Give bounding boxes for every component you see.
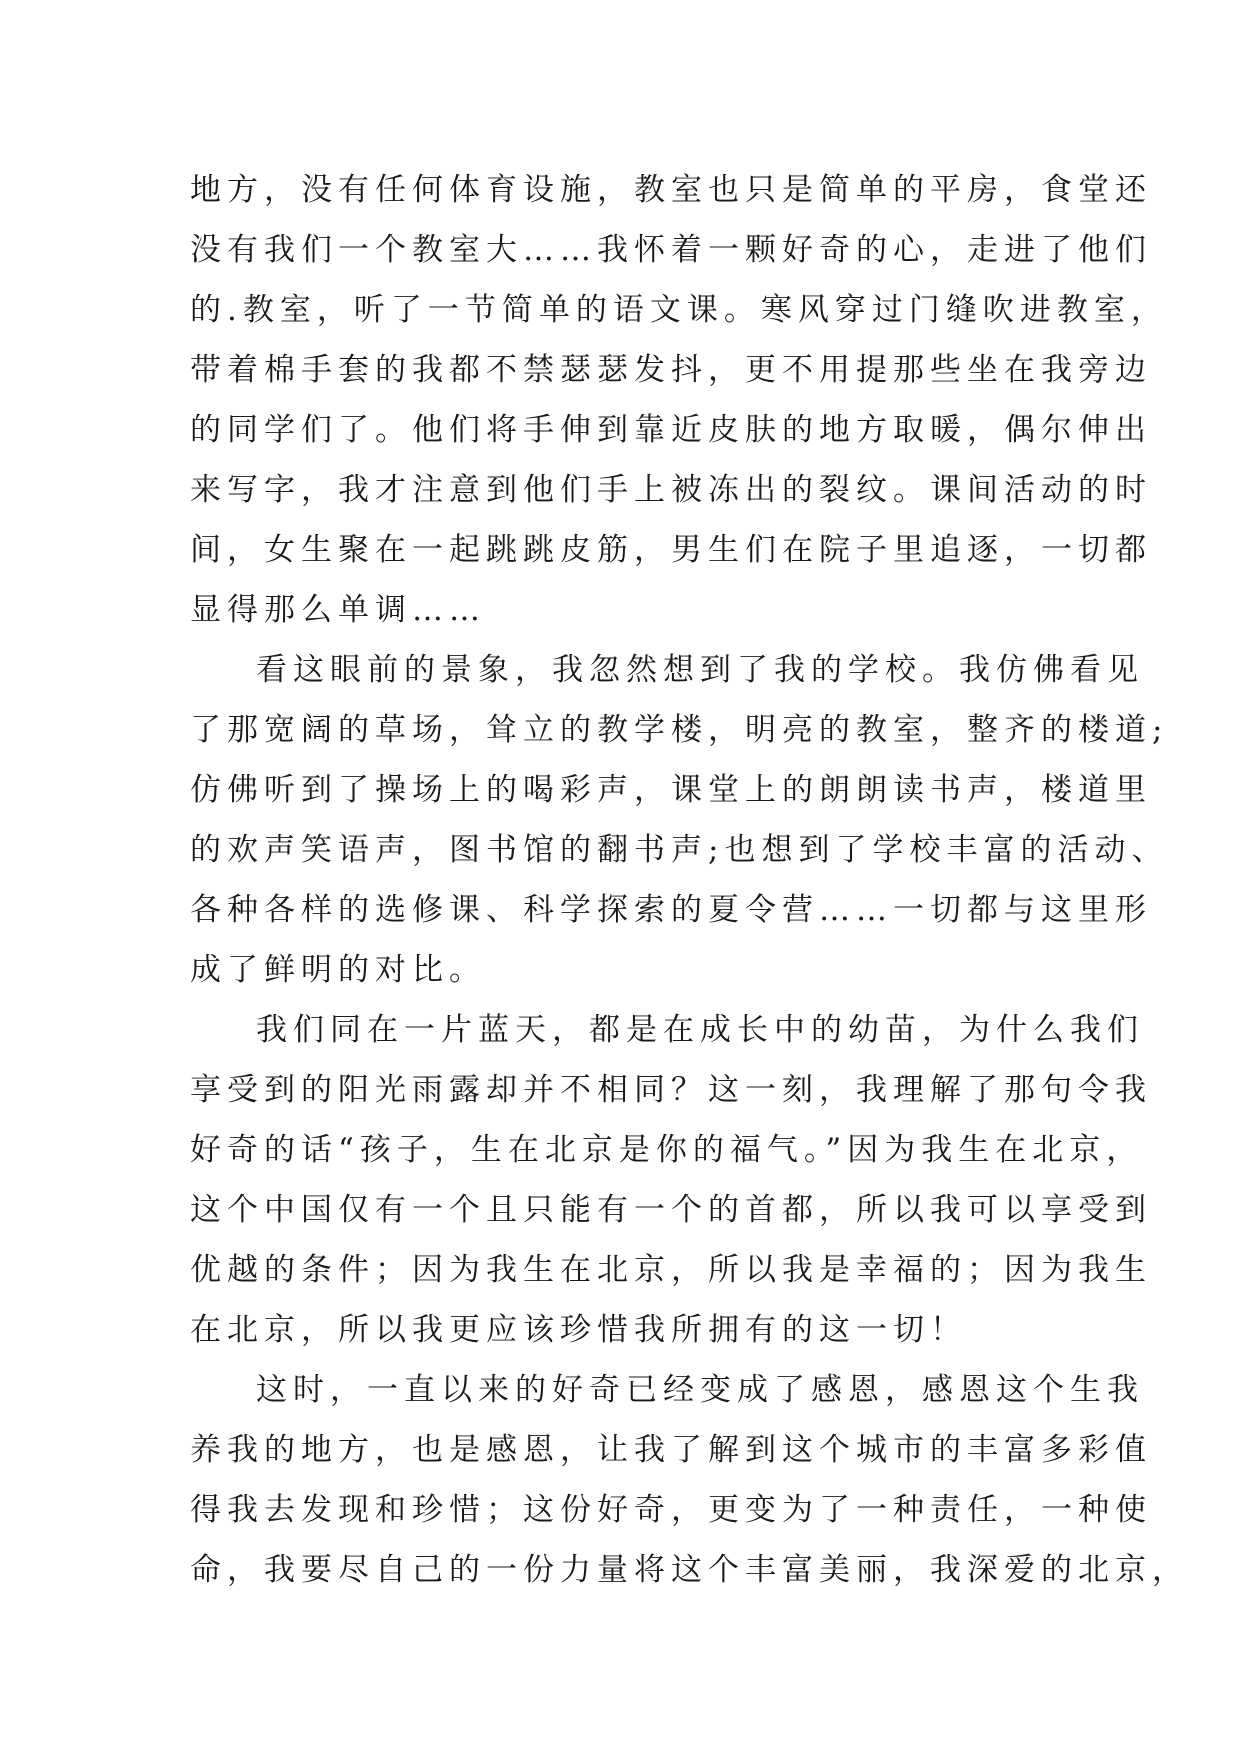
text-line: 的同学们了。他们将手伸到靠近皮肤的地方取暖，偶尔伸出 bbox=[190, 412, 1152, 448]
text-line: 各种各样的选修课、科学探索的夏令营……一切都与这里形 bbox=[190, 892, 1152, 928]
text-line: 好奇的话“孩子，生在北京是你的福气。”因为我生在北京， bbox=[190, 1132, 1144, 1168]
text-line: 得我去发现和珍惜；这份好奇，更变为了一种责任，一种使 bbox=[190, 1492, 1152, 1528]
text-line: 的欢声笑语声，图书馆的翻书声;也想到了学校丰富的活动、 bbox=[190, 832, 1169, 868]
text-line: 显得那么单调…… bbox=[190, 592, 486, 628]
paragraph-4 bbox=[190, 1360, 1189, 1600]
text-line: 这个中国仅有一个且只能有一个的首都，所以我可以享受到 bbox=[190, 1192, 1152, 1228]
text-line: 命，我要尽自己的一份力量将这个丰富美丽，我深爱的北京， bbox=[190, 1552, 1189, 1588]
text-line: 享受到的阳光雨露却并不相同？这一刻，我理解了那句令我 bbox=[190, 1072, 1152, 1108]
paragraph-3 bbox=[190, 1000, 1152, 1360]
text-line: 的.教室，听了一节简单的语文课。寒风穿过门缝吹进教室， bbox=[190, 292, 1168, 328]
text-line: 成了鲜明的对比。 bbox=[190, 952, 486, 988]
text-line-indented: 看这眼前的景象，我忽然想到了我的学校。我仿佛看见 bbox=[256, 652, 1144, 688]
text-line: 优越的条件；因为我生在北京，所以我是幸福的；因为我生 bbox=[190, 1252, 1152, 1288]
text-line: 了那宽阔的草场，耸立的教学楼，明亮的教室，整齐的楼道; bbox=[190, 712, 1169, 748]
text-line: 仿佛听到了操场上的喝彩声，课堂上的朗朗读书声，楼道里 bbox=[190, 772, 1152, 808]
text-line: 间，女生聚在一起跳跳皮筋，男生们在院子里追逐，一切都 bbox=[190, 532, 1152, 568]
document-body bbox=[190, 160, 1189, 1600]
text-line: 没有我们一个教室大……我怀着一颗好奇的心，走进了他们 bbox=[190, 232, 1152, 268]
text-line: 地方，没有任何体育设施，教室也只是简单的平房，食堂还 bbox=[190, 172, 1152, 208]
text-line: 养我的地方，也是感恩，让我了解到这个城市的丰富多彩值 bbox=[190, 1432, 1152, 1468]
text-line: 带着棉手套的我都不禁瑟瑟发抖，更不用提那些坐在我旁边 bbox=[190, 352, 1152, 388]
text-line: 来写字，我才注意到他们手上被冻出的裂纹。课间活动的时 bbox=[190, 472, 1152, 508]
text-line-indented: 这时，一直以来的好奇已经变成了感恩，感恩这个生我 bbox=[256, 1372, 1144, 1408]
paragraph-2 bbox=[190, 640, 1169, 1000]
text-line: 在北京，所以我更应该珍惜我所拥有的这一切！ bbox=[190, 1312, 967, 1348]
text-line-indented: 我们同在一片蓝天，都是在成长中的幼苗，为什么我们 bbox=[256, 1012, 1144, 1048]
paragraph-1 bbox=[190, 160, 1168, 640]
